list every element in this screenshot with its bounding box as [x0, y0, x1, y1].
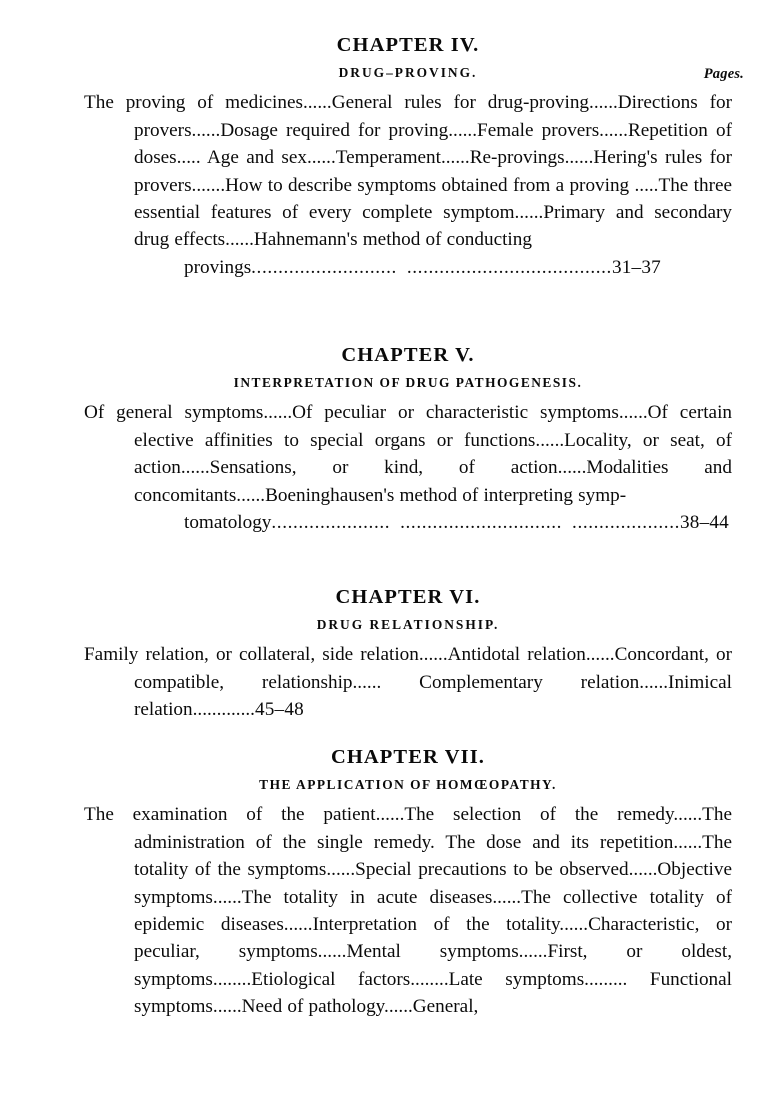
- page-range: 45–48: [254, 699, 304, 721]
- pages-column-label: Pages.: [703, 66, 744, 82]
- leader-dots-right: ......................................: [406, 256, 612, 278]
- chapter-entry-7: [84, 746, 732, 1021]
- leader-line: [134, 509, 732, 536]
- chapter-summary-body: Family relation, or collateral, side relation......Antidotal relation......Concordant, or compatible, relationship...... Complementary relation......Inimical relation.: [84, 644, 732, 721]
- chapter-entry-5: [84, 344, 732, 536]
- chapter-summary-body: The proving of medicines......General rules for drug-proving......Directions for provers......Dosage required for proving......Female provers......Repetition of doses..... Age and sex......Temperament......Re-provings......Hering's rules for provers.......How to describe symptoms obtained from a proving .....The three essential features of every complete symptom......Primary and secondary drug effects......Hahnemann's method of conducting: [84, 92, 732, 251]
- leader-dots-tail: ....................: [572, 511, 680, 533]
- leader-word: tomatology: [184, 511, 272, 533]
- leader-dots-inline: ............: [197, 699, 255, 721]
- chapter-summary-text: [84, 89, 732, 281]
- page-range: 38–44: [679, 511, 729, 533]
- chapter-title: CHAPTER V.: [341, 344, 475, 366]
- chapter-subtitle: DRUG–PROVING.: [338, 64, 478, 80]
- chapter-title: CHAPTER VI.: [335, 586, 481, 608]
- chapter-subtitle: INTERPRETATION OF DRUG PATHOGENESIS.: [233, 374, 583, 390]
- leader-word: provings: [184, 256, 252, 278]
- leader-dots-left: ......................: [271, 511, 391, 533]
- chapter-entry-6: [84, 586, 732, 724]
- chapter-subtitle: THE APPLICATION OF HOMŒOPATHY.: [259, 776, 557, 792]
- chapter-summary-text: [84, 399, 732, 536]
- chapter-title: CHAPTER VII.: [330, 746, 486, 768]
- chapter-summary-body: Of general symptoms......Of peculiar or characteristic symptoms......Of certain elective affinities to special organs or functions......Locality, or seat, of action......Sensations, or kind, of action......Modalities and concomitants......Boeninghausen's method of interpreting symp-: [84, 402, 732, 506]
- leader-dots-right: ..............................: [400, 511, 563, 533]
- chapter-summary-text: The examination of the patient......The selection of the remedy......The administration of the single remedy. The dose and its repetition......The totality of the symptoms......Special precautions to be observed......Objective symptoms......The totality in acute diseases......The collective totality of epidemic diseases......Interpretation of the totality......Characteristic, or peculiar, symptoms......Mental symptoms......First, or oldest, symptoms........Etiological factors........Late symptoms......... Functional symptoms......Need of pathology......General,: [84, 804, 732, 1018]
- chapter-entry-4: [84, 34, 732, 281]
- chapter-subtitle: DRUG RELATIONSHIP.: [316, 616, 500, 632]
- page-range: 31–37: [611, 256, 661, 278]
- leader-dots-left: ...........................: [251, 256, 397, 278]
- leader-line: [134, 254, 732, 281]
- chapter-summary-text: [84, 641, 732, 723]
- chapter-title: CHAPTER IV.: [336, 34, 480, 56]
